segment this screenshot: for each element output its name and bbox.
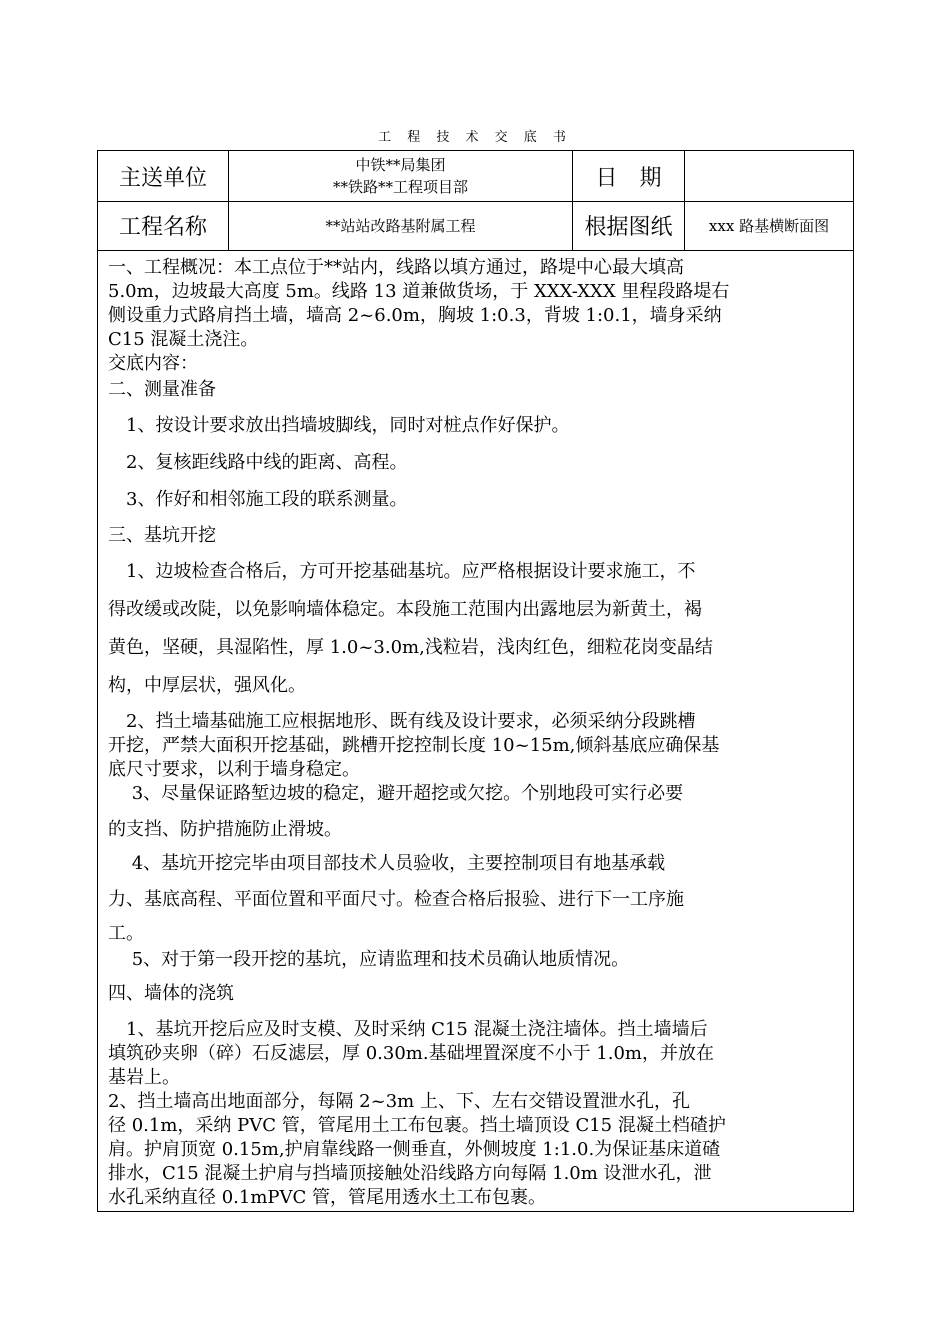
date-value xyxy=(685,151,853,201)
content-line: 3、作好和相邻施工段的联系测量。 xyxy=(108,489,408,510)
content-line: 构，中厚层状，强风化。 xyxy=(108,675,306,696)
document-title: 工 程 技 术 交 底 书 xyxy=(378,130,572,145)
content-line: 径 0.1m，采纳 PVC 管，管尾用土工布包裹。挡土墙顶设 C15 混凝土档碴护 xyxy=(108,1115,726,1136)
content-line: 1、按设计要求放出挡墙坡脚线，同时对桩点作好保护。 xyxy=(108,415,570,436)
project-label: 工程名称 xyxy=(98,201,229,250)
sender-label: 主送单位 xyxy=(98,151,229,201)
content-line: 基岩上。 xyxy=(108,1067,180,1088)
project-value: **站站改路基附属工程 xyxy=(229,201,573,250)
content-line: 3、尽量保证路堑边坡的稳定，避开超挖或欠挖。个别地段可实行必要 xyxy=(108,783,684,804)
sender-line-2: **铁路**工程项目部 xyxy=(332,178,468,196)
content-line: 2、挡土墙高出地面部分，每隔 2~3m 上、下、左右交错设置泄水孔，孔 xyxy=(108,1091,690,1112)
content-line: 底尺寸要求，以利于墙身稳定。 xyxy=(108,759,360,780)
sender-line-1: 中铁**局集团 xyxy=(355,156,446,174)
sender-value xyxy=(229,151,573,201)
content-line: 工。 xyxy=(108,923,144,944)
content-line: 得改缓或改陡，以免影响墙体稳定。本段施工范围内出露地层为新黄土，褐 xyxy=(108,599,702,620)
content-line: 1、基坑开挖后应及时支模、及时采纳 C15 混凝土浇注墙体。挡土墙墙后 xyxy=(108,1019,708,1040)
section-heading: 四、墙体的浇筑 xyxy=(108,983,234,1004)
content-line: 水孔采纳直径 0.1mPVC 管，管尾用透水土工布包裹。 xyxy=(108,1187,547,1208)
header-row-sender xyxy=(98,151,853,202)
date-label: 日 期 xyxy=(573,151,685,201)
content-line: 力、基底高程、平面位置和平面尺寸。检查合格后报验、进行下一工序施 xyxy=(108,889,684,910)
content-line: 5.0m，边坡最大高度 5m。线路 13 道兼做货场，于 XXX-XXX 里程段路堤右 xyxy=(108,281,730,302)
content-line: C15 混凝土浇注。 xyxy=(108,329,259,350)
content-line: 交底内容： xyxy=(108,353,198,374)
section-heading: 二、测量准备 xyxy=(108,379,216,400)
content-line: 2、复核距线路中线的距离、高程。 xyxy=(108,452,408,473)
content-line: 填筑砂夹卵（碎）石反滤层，厚 0.30m.基础埋置深度不小于 1.0m，并放在 xyxy=(108,1043,715,1064)
section-heading: 三、基坑开挖 xyxy=(108,525,216,546)
content-line: 黄色，坚硬，具湿陷性，厚 1.0~3.0m,浅粒岩，浅肉红色，细粒花岗变晶结 xyxy=(108,637,713,658)
content-line: 侧设重力式路肩挡土墙，墙高 2~6.0m，胸坡 1:0.3，背坡 1:0.1，墙身采纳 xyxy=(108,305,722,326)
content-line: 的支挡、防护措施防止滑坡。 xyxy=(108,819,342,840)
content-line: 肩。护肩顶宽 0.15m,护肩靠线路一侧垂直，外侧坡度 1:1.0.为保证基床道碴 xyxy=(108,1139,721,1160)
content-line: 开挖，严禁大面积开挖基础，跳槽开挖控制长度 10~15m,倾斜基底应确保基 xyxy=(108,735,720,756)
content-line: 排水，C15 混凝土护肩与挡墙顶接触处沿线路方向每隔 1.0m 设泄水孔，泄 xyxy=(108,1163,712,1184)
content-line: 1、边坡检查合格后，方可开挖基础基坑。应严格根据设计要求施工，不 xyxy=(108,561,696,582)
drawing-label: 根据图纸 xyxy=(573,201,685,250)
content-line: 4、基坑开挖完毕由项目部技术人员验收，主要控制项目有地基承载 xyxy=(108,853,666,874)
content-line: 2、挡土墙基础施工应根据地形、既有线及设计要求，必须采纳分段跳槽 xyxy=(108,711,696,732)
content-line: 5、对于第一段开挖的基坑，应请监理和技术员确认地质情况。 xyxy=(108,949,630,970)
content-line: 一、工程概况：本工点位于**站内，线路以填方通过，路堤中心最大填高 xyxy=(108,257,684,278)
drawing-value: xxx 路基横断面图 xyxy=(708,217,830,235)
disclosure-table xyxy=(97,150,854,1212)
header-row-project xyxy=(98,201,853,251)
